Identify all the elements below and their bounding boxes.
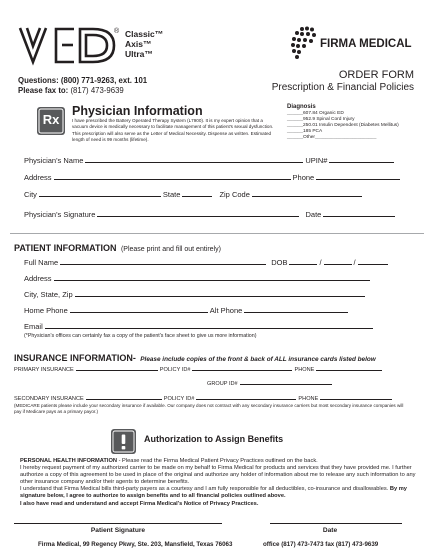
dob-year-field[interactable] — [358, 264, 388, 265]
physician-signature-field[interactable] — [97, 216, 299, 217]
phi-label: PERSONAL HEALTH INFORMATION — [20, 458, 117, 464]
physician-address-label: Address — [24, 173, 52, 182]
authorization-para-2-text: I understand that Firma Medical bills third-party payers as a courtesy and I am fully responsible for all deductibles, co-insurance and disallowables. — [20, 486, 390, 493]
authorization-heading: Authorization to Assign Benefits — [144, 434, 284, 444]
physician-signature-row — [24, 210, 410, 219]
patient-signature-field[interactable] — [14, 523, 222, 524]
firma-medical-logo — [286, 25, 420, 65]
diagnosis-item-other[interactable]: ______Other_______________________ — [287, 135, 377, 141]
physician-signature-label: Physician's Signature — [24, 210, 96, 219]
upin-label: UPIN# — [305, 156, 328, 165]
primary-insurance-field[interactable] — [76, 370, 158, 371]
form-title: ORDER FORM — [338, 69, 414, 81]
primary-phone-field[interactable] — [316, 370, 382, 371]
physician-name-row — [24, 156, 410, 165]
fax-label: Please fax to: — [18, 86, 69, 95]
product-axis: Axis™ — [125, 39, 152, 49]
divider — [10, 233, 424, 234]
physician-zip-field[interactable] — [252, 196, 362, 197]
diagnosis-item-organic-ed[interactable]: ______607.84 Organic ED — [287, 111, 344, 117]
secondary-insurance-field[interactable] — [86, 399, 162, 400]
diagnosis-block — [287, 104, 422, 142]
product-list — [125, 29, 163, 59]
group-id-field[interactable] — [240, 384, 332, 385]
insurance-subheading: Please include copies of the front & back of ALL insurance cards listed below — [140, 356, 376, 363]
insurance-heading-line — [14, 348, 376, 366]
product-ultra: Ultra™ — [125, 49, 153, 59]
patient-address-field[interactable] — [54, 280, 370, 281]
patient-heading-line — [14, 238, 221, 256]
dob-day-field[interactable] — [324, 264, 352, 265]
registered-mark: ® — [114, 28, 120, 35]
secondary-insurance-row — [14, 396, 420, 402]
phi-line — [20, 458, 418, 465]
patient-address-row — [24, 274, 410, 283]
secondary-phone-label: PHONE — [298, 396, 319, 402]
physician-address-field[interactable] — [54, 179, 291, 180]
diagnosis-item-diabetes[interactable]: ______250.01 Insulin Dependent (Diabetes Mellitus) — [287, 123, 399, 129]
firma-medical-wordmark: FIRMA MEDICAL — [320, 38, 412, 50]
home-phone-field[interactable] — [70, 312, 208, 313]
home-phone-label: Home Phone — [24, 306, 68, 315]
physician-address-row — [24, 173, 410, 182]
patient-city-label: City, State, Zip — [24, 290, 73, 299]
insurance-heading: INSURANCE INFORMATION- — [14, 353, 136, 363]
patient-signature-label: Patient Signature — [90, 527, 146, 534]
authorization-para-1: I hereby request payment of my authorized carrier to be made on my behalf to Firma Medical for products and services that they have provided me. I further authorize a copy of this agreement to be used in place of the original and authorize any holder of information about me to release any such information to any other insurance company and/or their agents to determine benefits. — [20, 465, 416, 486]
physician-city-label: City — [24, 190, 37, 199]
patient-address-label: Address — [24, 274, 52, 283]
primary-policy-field[interactable] — [192, 370, 292, 371]
dob-month-field[interactable] — [289, 264, 317, 265]
fax-line — [18, 86, 124, 95]
physician-state-label: State — [162, 190, 181, 199]
ved-logo-mark — [18, 22, 123, 70]
warning-icon — [110, 428, 137, 455]
ved-logo — [18, 22, 123, 70]
primary-insurance-label: PRIMARY INSURANCE — [14, 367, 74, 373]
patient-date-field[interactable] — [270, 523, 402, 524]
patient-dob-label: DOB — [271, 258, 288, 267]
physician-zip-label: Zip Code — [219, 190, 250, 199]
fax-number: (817) 473-9639 — [70, 86, 124, 95]
secondary-insurance-label: SECONDARY INSURANCE — [14, 396, 84, 402]
physician-phone-field[interactable] — [316, 179, 400, 180]
footer-address: Firma Medical, 99 Regency Pkwy, Ste. 203, Mansfield, Texas 76063 — [38, 541, 233, 548]
authorization-para-2-bold: By my signature below, I agree to authorize to assign benefits and to all financial policies outlined above. — [20, 486, 407, 500]
physician-statement: I have prescribed the Battery Operated Therapy System (L7900). It is my expert opinion that a vacuum device is medically necessary to facilitate management of this patient's sexual dysfunction. This prescription will also serve as the Letter of Medical Necessity. Dispense as written. Estimated length of need is 99 months (lifetime). — [72, 118, 274, 142]
patient-city-row — [24, 290, 410, 299]
physician-phone-label: Phone — [292, 173, 315, 182]
authorization-para-2 — [20, 486, 418, 500]
physician-name-field[interactable] — [85, 162, 303, 163]
dob-separator-2: / — [353, 258, 356, 267]
secondary-policy-label: POLICY ID# — [163, 396, 195, 402]
questions-phone: Questions: (800) 771-9263, ext. 101 — [18, 76, 148, 85]
diagnosis-item-spinal-cord[interactable]: ______952.9 Spinal Cord Injury — [287, 117, 355, 123]
group-id-label: GROUP ID# — [207, 381, 238, 387]
secondary-phone-field[interactable] — [320, 399, 392, 400]
primary-phone-label: PHONE — [294, 367, 315, 373]
group-id-row — [207, 381, 407, 387]
product-classic: Classic™ — [125, 29, 164, 39]
physician-city-field[interactable] — [39, 196, 161, 197]
patient-city-field[interactable] — [75, 296, 365, 297]
patient-full-name-field[interactable] — [60, 264, 266, 265]
diagnosis-heading: Diagnosis — [287, 104, 316, 110]
authorization-para-3: I also have read and understand and accept Firma Medical's Notice of Privacy Practices. — [20, 500, 259, 507]
physician-name-label: Physician's Name — [24, 156, 84, 165]
email-field[interactable] — [45, 328, 373, 329]
alt-phone-label: Alt Phone — [209, 306, 243, 315]
patient-date-label: Date — [322, 527, 338, 534]
physician-date-label: Date — [305, 210, 322, 219]
physician-city-row — [24, 190, 410, 199]
rx-label: Rx — [42, 112, 60, 127]
footer-phones: office (817) 473-7473 fax (817) 473-9639 — [263, 541, 379, 548]
physician-heading: Physician Information — [72, 104, 203, 118]
phi-text: - Please read the Firma Medical Patient Privacy Practices outlined on the back. — [117, 458, 318, 464]
patient-name-row — [24, 258, 410, 267]
rx-icon — [36, 106, 66, 136]
form-subtitle: Prescription & Financial Policies — [271, 82, 414, 93]
patient-note: (*Physician's offices can certainly fax a copy of the patient's face sheet to give us more information) — [24, 333, 257, 339]
patient-full-name-label: Full Name — [24, 258, 59, 267]
diagnosis-item-pca[interactable]: ______185 PCA — [287, 129, 323, 135]
physician-state-field[interactable] — [182, 196, 212, 197]
physician-date-field[interactable] — [323, 216, 395, 217]
upin-field[interactable] — [329, 162, 394, 163]
primary-policy-label: POLICY ID# — [159, 367, 191, 373]
email-label: Email — [24, 322, 43, 331]
insurance-note: (MEDICARE patients please include your secondary insurance if available. Our company does not contract with any secondary insurance carriers but most secondary insurance companies will pay if Medicare pays as a primary payor.) — [14, 403, 404, 414]
alt-phone-field[interactable] — [244, 312, 348, 313]
patient-phone-row — [24, 306, 410, 315]
patient-subheading: (Please print and fill out entirely) — [120, 246, 221, 253]
dob-separator-1: / — [319, 258, 322, 267]
patient-email-row — [24, 322, 410, 331]
patient-heading: PATIENT INFORMATION — [14, 243, 117, 253]
secondary-policy-field[interactable] — [196, 399, 296, 400]
primary-insurance-row — [14, 367, 420, 373]
authorization-text — [20, 458, 418, 508]
